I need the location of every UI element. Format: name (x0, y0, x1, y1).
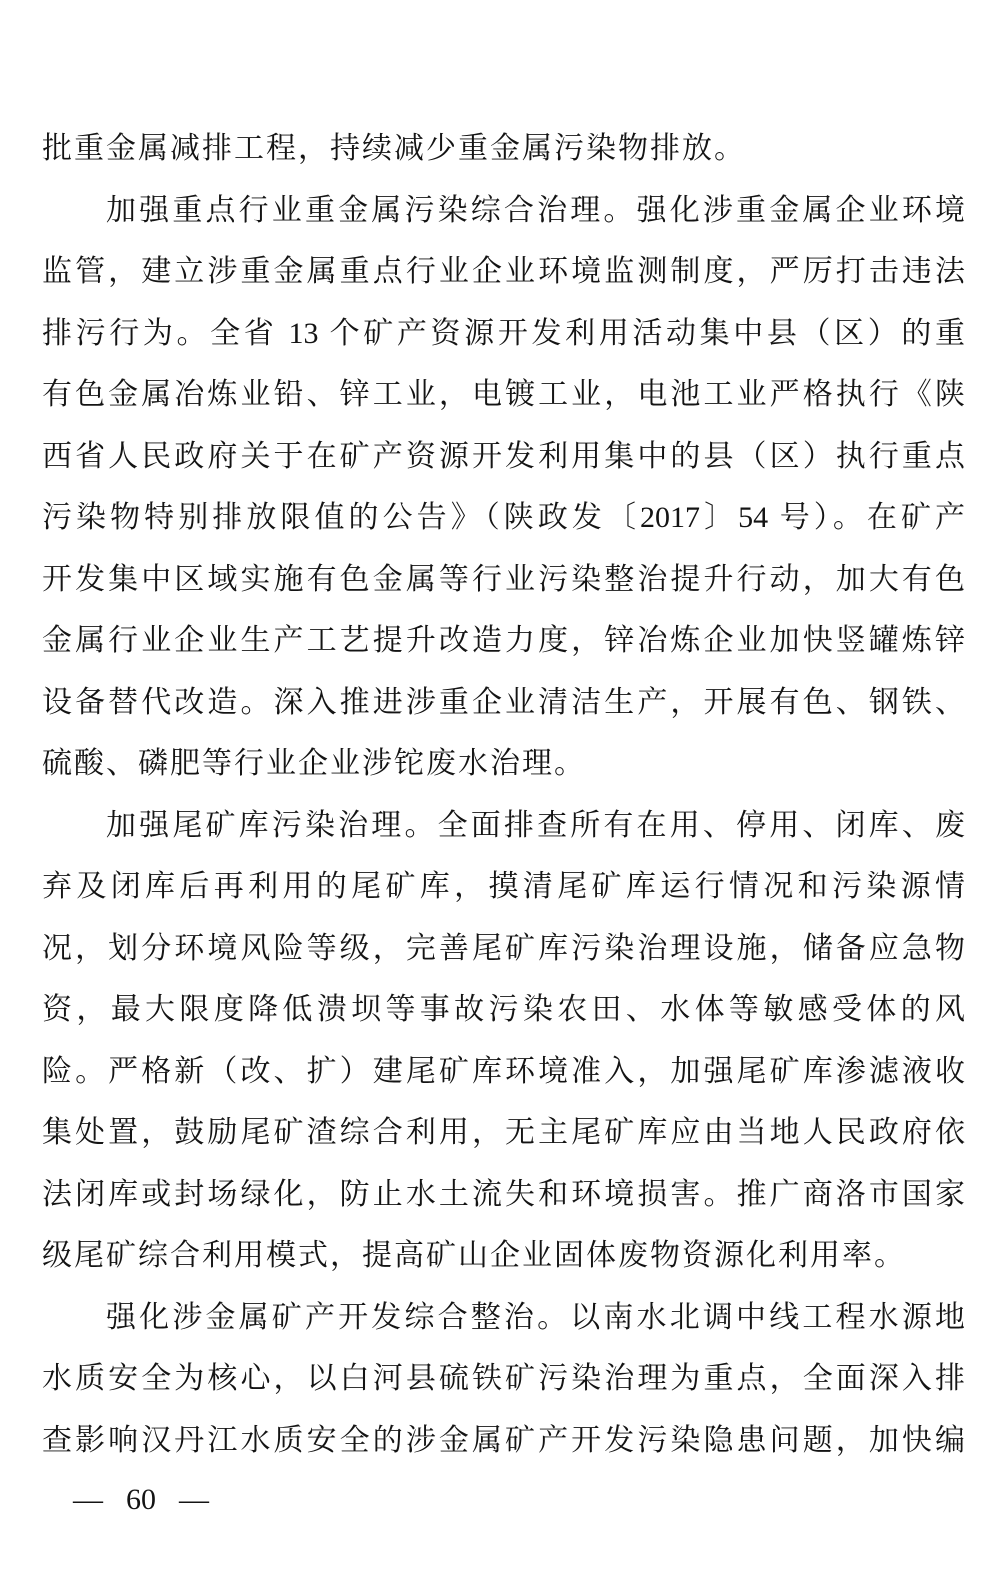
text-line: 有色金属冶炼业铅、锌工业，电镀工业，电池工业严格执行《陕 (42, 378, 965, 411)
text-line: 级尾矿综合利用模式，提高矿山企业固体废物资源化利用率。 (42, 1239, 906, 1272)
text-line: 强化涉金属矿产开发综合整治。以南水北调中线工程水源地 (106, 1300, 965, 1334)
text-line: 污染物特别排放限值的公告》（陕政发〔2017〕54 号）。在矿产 (42, 501, 965, 534)
text-line: 硫酸、磷肥等行业企业涉铊废水治理。 (42, 747, 586, 780)
footer-dash-left: — (73, 1483, 103, 1516)
text-line: 排污行为。全省 13 个矿产资源开发利用活动集中县（区）的重 (42, 316, 965, 350)
text-line: 法闭库或封场绿化，防止水土流失和环境损害。推广商洛市国家 (42, 1177, 965, 1211)
page-footer (73, 1483, 209, 1517)
text-line: 加强重点行业重金属污染综合治理。强化涉重金属企业环境 (106, 193, 965, 227)
text-line: 集处置，鼓励尾矿渣综合利用，无主尾矿库应由当地人民政府依 (42, 1116, 965, 1149)
text-line: 批重金属减排工程，持续减少重金属污染物排放。 (42, 132, 746, 165)
text-line: 况，划分环境风险等级，完善尾矿库污染治理设施，储备应急物 (42, 931, 965, 965)
text-line: 金属行业企业生产工艺提升改造力度，锌冶炼企业加快竖罐炼锌 (42, 624, 965, 657)
text-line: 险。严格新（改、扩）建尾矿库环境准入，加强尾矿库渗滤液收 (42, 1054, 965, 1088)
footer-dash-right: — (179, 1483, 209, 1516)
text-line: 开发集中区域实施有色金属等行业污染整治提升行动，加大有色 (42, 562, 965, 596)
text-line: 资，最大限度降低溃坝等事故污染农田、水体等敏感受体的风 (42, 993, 965, 1026)
text-line: 水质安全为核心，以白河县硫铁矿污染治理为重点，全面深入排 (42, 1362, 965, 1395)
text-line: 弃及闭库后再利用的尾矿库，摸清尾矿库运行情况和污染源情 (42, 870, 965, 903)
text-line: 查影响汉丹江水质安全的涉金属矿产开发污染隐患问题，加快编 (42, 1423, 965, 1457)
text-line: 加强尾矿库污染治理。全面排查所有在用、停用、闭库、废 (106, 808, 965, 842)
text-line: 设备替代改造。深入推进涉重企业清洁生产，开展有色、钢铁、 (42, 685, 965, 719)
document-body (42, 118, 965, 1471)
page-number: 60 (126, 1483, 156, 1516)
text-line: 监管，建立涉重金属重点行业企业环境监测制度，严厉打击违法 (42, 255, 965, 288)
text-line: 西省人民政府关于在矿产资源开发利用集中的县（区）执行重点 (42, 439, 965, 473)
